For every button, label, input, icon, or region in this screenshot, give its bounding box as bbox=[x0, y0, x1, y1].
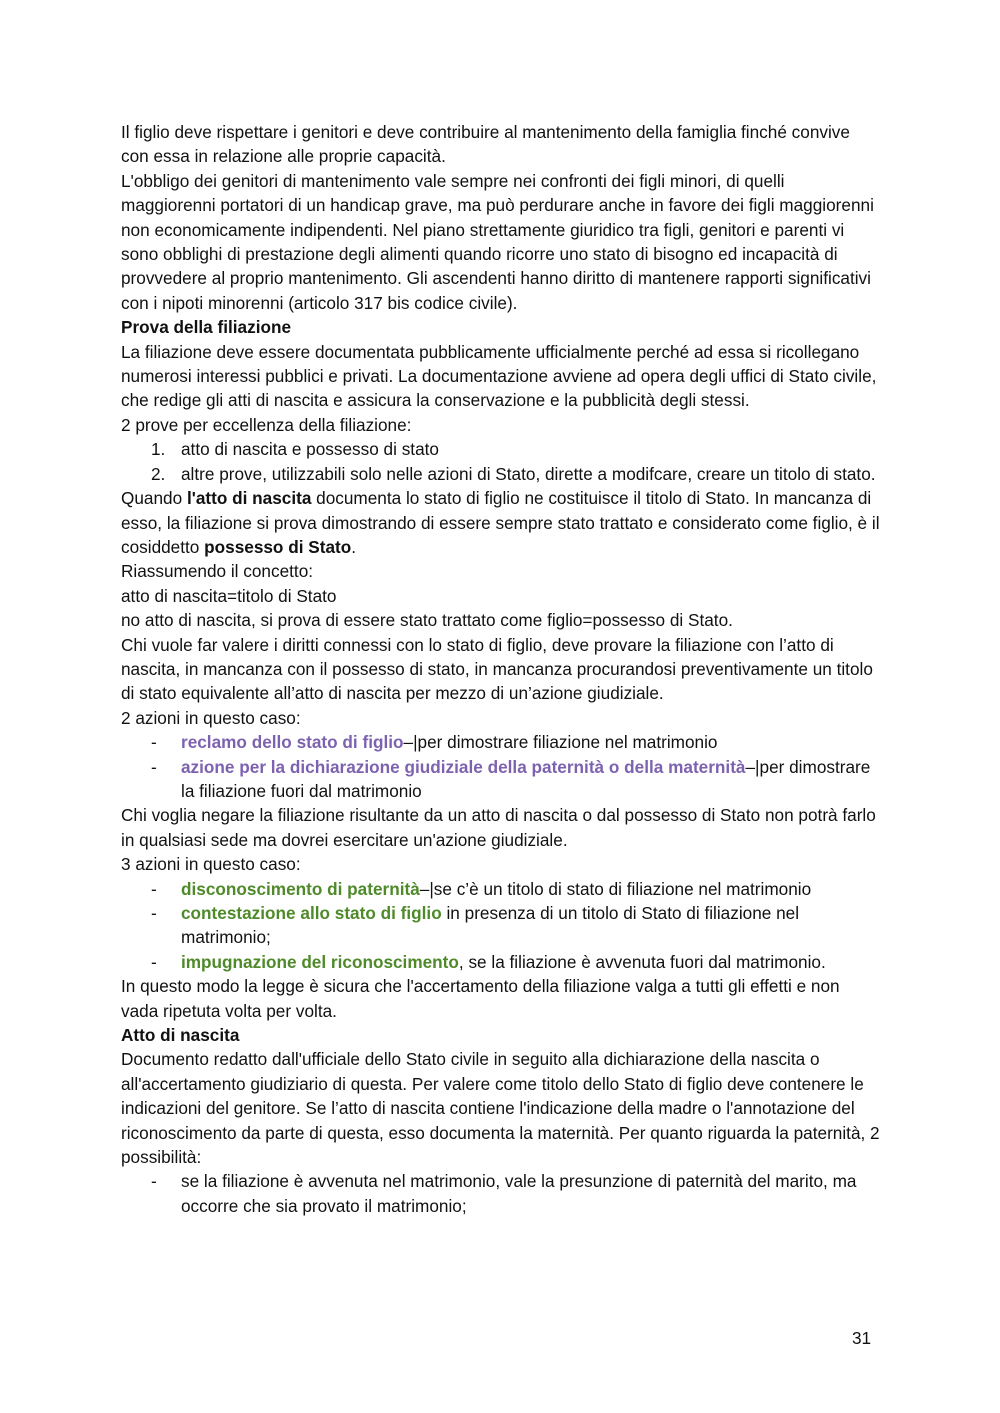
paragraph: L'obbligo dei genitori di mantenimento vale sempre nei confronti dei figli minori, di quelli maggiorenni portatori di un handicap grave, ma può perdurare anche in favore dei figli maggiorenni non economicamente indipendenti. Nel piano strettamente giuridico tra figli, genitori e parenti vi sono obblighi di prestazione degli alimenti quando ricorre uno stato di bisogno ed incapacità di provvedere al proprio mantenimento. Gli ascendenti hanno diritto di mantenere rapporti significativi con i nipoti minorenni (articolo 317 bis codice civile). bbox=[121, 170, 874, 313]
paragraph: Documento redatto dall'ufficiale dello Stato civile in seguito alla dichiarazione della nascita o all'accertamento giudiziario di questa. Per valere come titolo dello Stato di figlio deve contenere le indicazioni del genitore. Se l’atto di nascita contiene l'indicazione della madre o l'annotazione del riconoscimento da parte di questa, esso documenta la maternità. Per quanto riguarda la paternità, 2 possibilità: bbox=[121, 1049, 880, 1168]
bold-term: possesso di Stato bbox=[204, 536, 352, 557]
highlighted-term: impugnazione del riconoscimento bbox=[181, 951, 459, 972]
list-marker: - bbox=[151, 756, 157, 777]
paragraph: La filiazione deve essere documentata pubblicamente ufficialmente perché ad essa si ricollegano numerosi interessi pubblici e privati. La documentazione avviene ad opera degli uffici di Stato civile, che redige gli atti di nascita e assicura la conservazione e la pubblicità degli stessi. bbox=[121, 341, 877, 411]
paragraph: Chi vuole far valere i diritti connessi con lo stato di figlio, deve provare la filiazione con l’atto di nascita, in mancanza con il possesso di stato, in mancanza procurandosi preventivamente un titolo di stato equivalente all’atto di nascita per mezzo di un’azione giudiziale. bbox=[121, 634, 873, 704]
list-marker: 2. bbox=[151, 463, 166, 484]
highlighted-term: reclamo dello stato di figlio bbox=[181, 732, 404, 753]
list-item bbox=[121, 437, 881, 461]
highlighted-term: azione per la dichiarazione giudiziale della paternità o della maternità bbox=[181, 756, 746, 777]
text-run: Quando bbox=[121, 488, 187, 509]
list-item-text: , se la filiazione è avvenuta fuori dal matrimonio. bbox=[458, 951, 826, 972]
list-marker: - bbox=[151, 1171, 157, 1192]
paragraph: 2 azioni in questo caso: bbox=[121, 707, 301, 728]
bold-term: l'atto di nascita bbox=[186, 488, 312, 509]
paragraph: 2 prove per eccellenza della filiazione: bbox=[121, 414, 412, 435]
list-item-text: atto di nascita e possesso di stato bbox=[181, 439, 439, 460]
page-number: 31 bbox=[852, 1328, 872, 1348]
paragraph: Riassumendo il concetto: bbox=[121, 561, 314, 582]
list-item bbox=[121, 950, 881, 974]
list-item bbox=[121, 730, 881, 754]
list-marker: - bbox=[151, 732, 157, 753]
paragraph: no atto di nascita, si prova di essere stato trattato come figlio=possesso di Stato. bbox=[121, 610, 733, 631]
paragraph: Chi voglia negare la filiazione risultante da un atto di nascita o dal possesso di Stato non potrà farlo in qualsiasi sede ma dovrei esercitare un'azione giudiziale. bbox=[121, 805, 876, 850]
paragraph: 3 azioni in questo caso: bbox=[121, 854, 301, 875]
list-item bbox=[121, 877, 881, 901]
list-item-text: –|se c’è un titolo di stato di filiazione nel matrimonio bbox=[419, 878, 812, 899]
list-item-text: se la filiazione è avvenuta nel matrimonio, vale la presunzione di paternità del marito, ma occorre che sia provato il matrimonio; bbox=[181, 1171, 857, 1216]
list-marker: 1. bbox=[151, 439, 166, 460]
list-item-text: altre prove, utilizzabili solo nelle azioni di Stato, dirette a modifcare, creare un titolo di stato. bbox=[181, 463, 876, 484]
highlighted-term: contestazione allo stato di figlio bbox=[181, 903, 442, 923]
list-item-text: in presenza di un titolo di Stato di filiazione nel matrimonio; bbox=[181, 903, 800, 948]
list-item bbox=[121, 462, 881, 486]
paragraph: Il figlio deve rispettare i genitori e deve contribuire al mantenimento della famiglia finché convive con essa in relazione alle proprie capacità. bbox=[121, 122, 850, 167]
text-run: documenta lo stato di figlio ne costituisce il titolo di Stato. In mancanza di esso, la filiazione si prova dimostrando di essere sempre stato trattato e considerato come figlio, è il cosiddetto bbox=[121, 488, 880, 557]
document-body bbox=[121, 120, 881, 1218]
list-item bbox=[121, 755, 881, 804]
list-marker: - bbox=[151, 878, 157, 899]
list-item bbox=[121, 1169, 881, 1218]
list-item-text: –|per dimostrare filiazione nel matrimonio bbox=[403, 732, 718, 753]
highlighted-term: disconoscimento di paternità bbox=[181, 878, 420, 899]
paragraph bbox=[121, 486, 881, 559]
list-item-text: –|per dimostrare la filiazione fuori dal matrimonio bbox=[181, 756, 871, 801]
list-marker: - bbox=[151, 951, 157, 972]
section-heading: Prova della filiazione bbox=[121, 317, 292, 338]
paragraph: In questo modo la legge è sicura che l'accertamento della filiazione valga a tutti gli effetti e non vada ripetuta volta per volta. bbox=[121, 976, 840, 1021]
text-run: . bbox=[351, 536, 357, 557]
list-marker: - bbox=[151, 903, 157, 923]
section-heading: Atto di nascita bbox=[121, 1025, 240, 1046]
list-item bbox=[121, 901, 881, 950]
paragraph: atto di nascita=titolo di Stato bbox=[121, 585, 337, 606]
